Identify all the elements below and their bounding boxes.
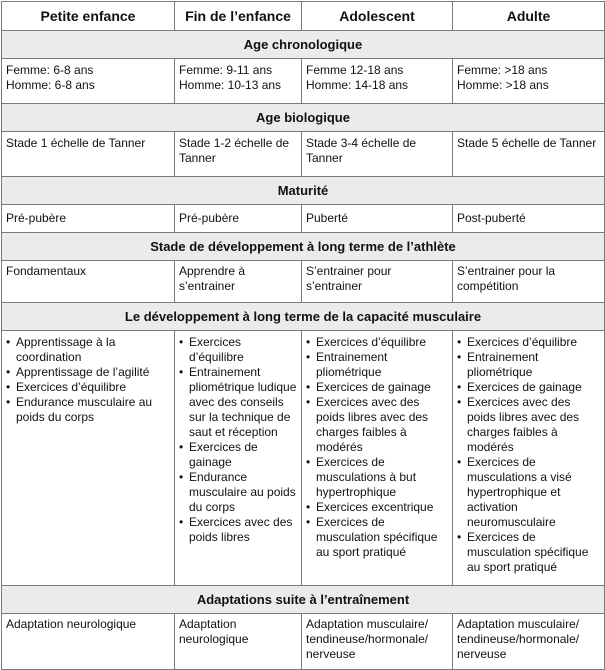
maturite-cell: Puberté bbox=[302, 205, 453, 233]
stade-dev-cell: S’entrainer pour s’entrainer bbox=[302, 261, 453, 303]
adaptations-cell: Adaptation musculaire/ tendineuse/hormonale/ nerveuse bbox=[302, 614, 453, 670]
capacite-cell bbox=[2, 331, 175, 586]
cell-line: Femme: 6-8 ans bbox=[6, 63, 94, 77]
maturite-cell: Pré-pubère bbox=[2, 205, 175, 233]
bullet-list bbox=[304, 335, 448, 560]
list-item: • Exercices d’équilibre bbox=[304, 335, 448, 350]
list-item: • Endurance musculaire au poids du corps bbox=[177, 470, 297, 515]
section-title: Maturité bbox=[2, 177, 605, 205]
section-row-adaptations bbox=[2, 586, 605, 614]
capacite-cell bbox=[453, 331, 605, 586]
list-item: • Exercices de musculation spécifique au sport pratiqué bbox=[455, 530, 600, 575]
cell-line: Homme: 10-13 ans bbox=[179, 78, 282, 92]
adaptations-cell: Adaptation neurologique bbox=[175, 614, 302, 670]
section-row-age-chronologique bbox=[2, 31, 605, 59]
cell-line: Femme: 9-11 ans bbox=[179, 63, 273, 77]
list-item: • Exercices avec des poids libres avec des charges faibles à modérés bbox=[304, 395, 448, 455]
age-chrono-row bbox=[2, 59, 605, 104]
list-item: • Exercices excentrique bbox=[304, 500, 448, 515]
adaptations-cell: Adaptation neurologique bbox=[2, 614, 175, 670]
section-row-capacite-musculaire bbox=[2, 303, 605, 331]
capacite-cell bbox=[302, 331, 453, 586]
list-item: • Endurance musculaire au poids du corps bbox=[4, 395, 170, 425]
bullet-list bbox=[4, 335, 170, 425]
age-bio-cell: Stade 1 échelle de Tanner bbox=[2, 132, 175, 177]
section-title: Stade de développement à long terme de l’athlète bbox=[2, 233, 605, 261]
section-title: Adaptations suite à l’entraînement bbox=[2, 586, 605, 614]
cell-line: Homme: 6-8 ans bbox=[6, 78, 95, 92]
maturite-cell: Post-puberté bbox=[453, 205, 605, 233]
list-item: • Apprentissage de l’agilité bbox=[4, 365, 170, 380]
section-title: Age biologique bbox=[2, 104, 605, 132]
stade-dev-cell: Apprendre à s’entrainer bbox=[175, 261, 302, 303]
section-row-maturite bbox=[2, 177, 605, 205]
age-bio-cell: Stade 5 échelle de Tanner bbox=[453, 132, 605, 177]
cell-line: Femme 12-18 ans bbox=[306, 63, 404, 77]
list-item: • Exercices de musculations à but hypertrophique bbox=[304, 455, 448, 500]
stade-dev-cell: Fondamentaux bbox=[2, 261, 175, 303]
adaptations-cell: Adaptation musculaire/ tendineuse/hormonale/ nerveuse bbox=[453, 614, 605, 670]
stade-dev-row bbox=[2, 261, 605, 303]
header-adulte: Adulte bbox=[453, 2, 605, 31]
header-adolescent: Adolescent bbox=[302, 2, 453, 31]
age-chrono-cell bbox=[453, 59, 605, 104]
age-chrono-cell bbox=[302, 59, 453, 104]
adaptations-row bbox=[2, 614, 605, 670]
list-item: • Exercices d’équilibre bbox=[177, 335, 297, 365]
list-item: • Apprentissage à la coordination bbox=[4, 335, 170, 365]
bullet-list bbox=[177, 335, 297, 545]
list-item: • Exercices d’équilibre bbox=[455, 335, 600, 350]
stade-dev-cell: S’entrainer pour la compétition bbox=[453, 261, 605, 303]
age-chrono-cell bbox=[2, 59, 175, 104]
age-bio-cell: Stade 3-4 échelle de Tanner bbox=[302, 132, 453, 177]
list-item: • Entrainement pliométrique bbox=[304, 350, 448, 380]
list-item: • Exercices de musculation spécifique au sport pratiqué bbox=[304, 515, 448, 560]
cell-line: Homme: >18 ans bbox=[457, 78, 549, 92]
list-item: • Exercices avec des poids libres avec des charges faibles à modérés bbox=[455, 395, 600, 455]
list-item: • Entrainement pliométrique bbox=[455, 350, 600, 380]
list-item: • Exercices de gainage bbox=[177, 440, 297, 470]
cell-line: Femme: >18 ans bbox=[457, 63, 548, 77]
maturite-row bbox=[2, 205, 605, 233]
list-item: • Exercices d’équilibre bbox=[4, 380, 170, 395]
list-item: • Exercices de gainage bbox=[304, 380, 448, 395]
list-item: • Exercices de musculations a visé hypertrophique et activation neuromusculaire bbox=[455, 455, 600, 530]
bullet-list bbox=[455, 335, 600, 575]
list-item: • Entrainement pliométrique ludique avec des conseils sur la technique de saut et réception bbox=[177, 365, 297, 440]
list-item: • Exercices de gainage bbox=[455, 380, 600, 395]
header-fin-enfance: Fin de l’enfance bbox=[175, 2, 302, 31]
section-row-stade-developpement bbox=[2, 233, 605, 261]
header-petite-enfance: Petite enfance bbox=[2, 2, 175, 31]
development-table bbox=[1, 1, 605, 670]
age-bio-row bbox=[2, 132, 605, 177]
capacite-cell bbox=[175, 331, 302, 586]
maturite-cell: Pré-pubère bbox=[175, 205, 302, 233]
section-title: Le développement à long terme de la capacité musculaire bbox=[2, 303, 605, 331]
section-title: Age chronologique bbox=[2, 31, 605, 59]
header-row bbox=[2, 2, 605, 31]
section-row-age-biologique bbox=[2, 104, 605, 132]
age-chrono-cell bbox=[175, 59, 302, 104]
age-bio-cell: Stade 1-2 échelle de Tanner bbox=[175, 132, 302, 177]
list-item: • Exercices avec des poids libres bbox=[177, 515, 297, 545]
capacite-row bbox=[2, 331, 605, 586]
cell-line: Homme: 14-18 ans bbox=[306, 78, 409, 92]
